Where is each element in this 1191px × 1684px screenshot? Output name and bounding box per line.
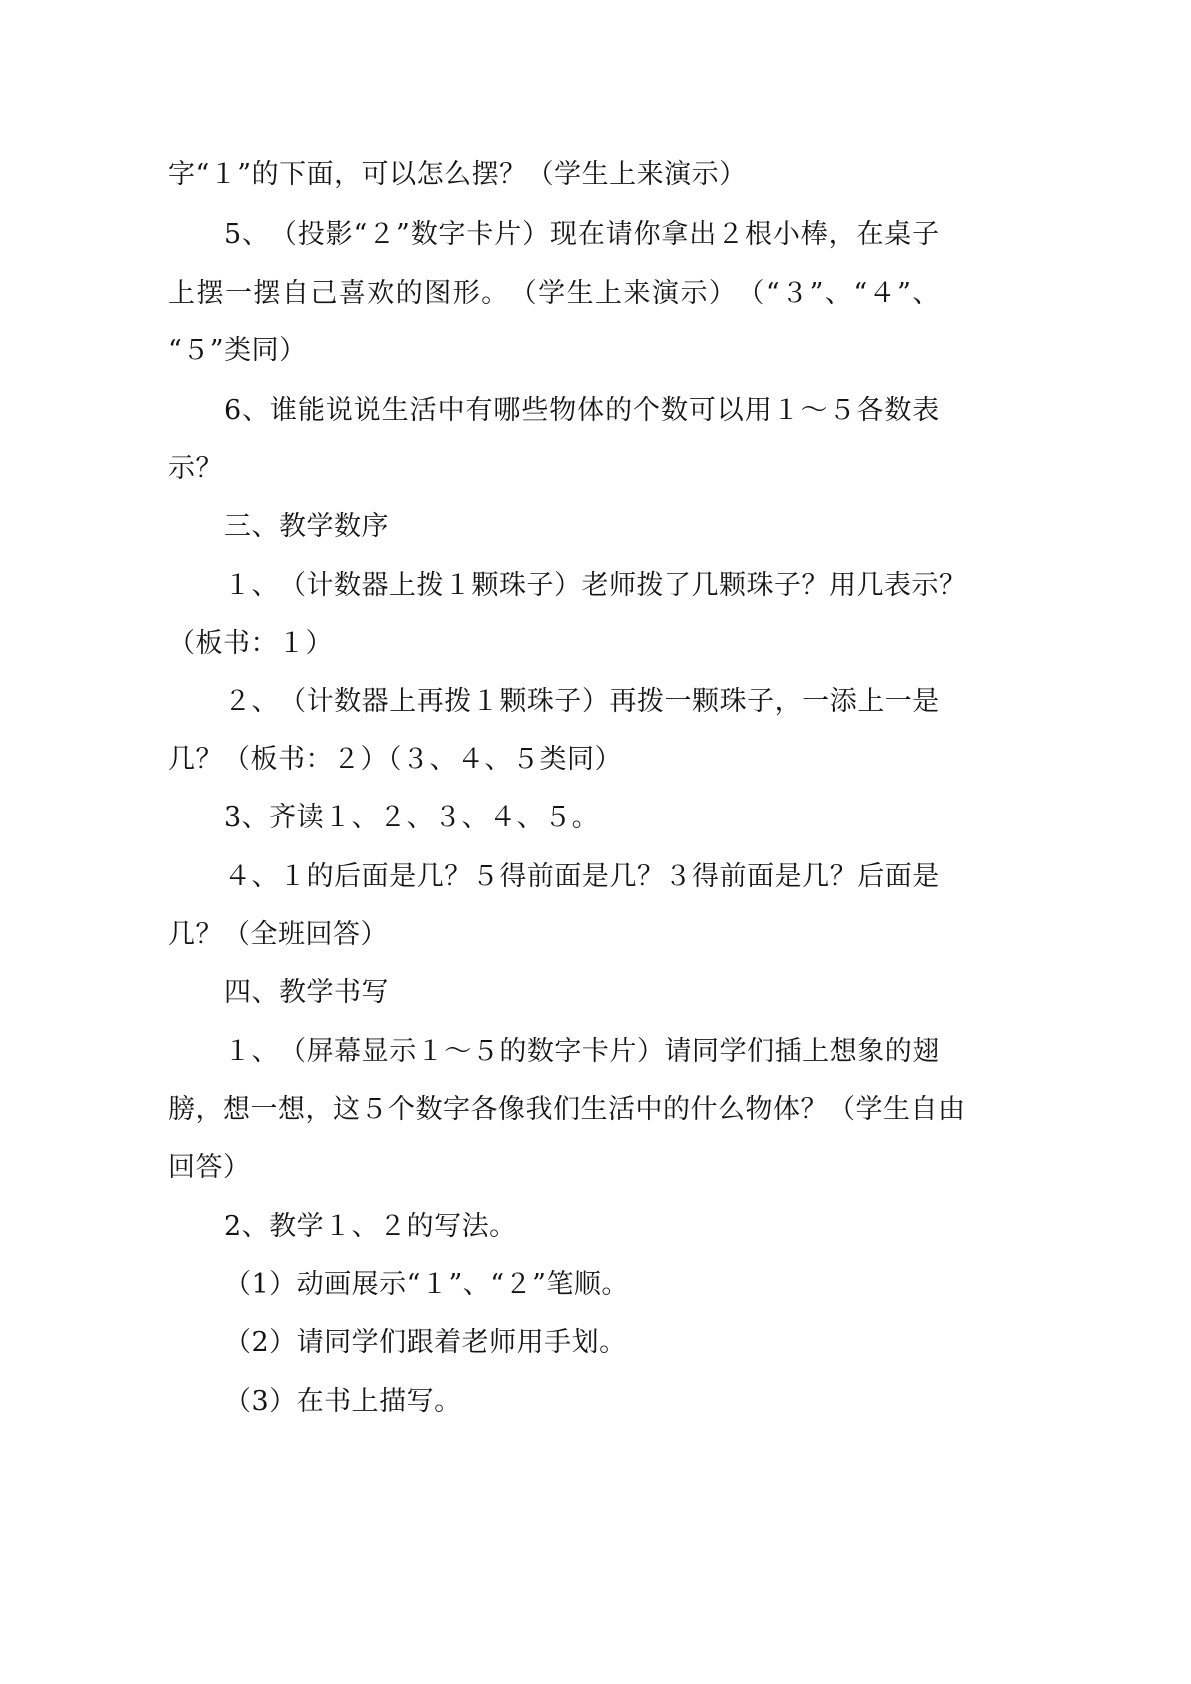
text-line: “５”类同） [168,335,307,366]
text-line: （1）动画展示“１”、“２”笔顺。 [224,1269,629,1300]
text-line: 几？（板书：２）（３、４、５类同） [168,744,622,775]
text-line: 3、齐读１、２、３、４、５。 [224,802,600,833]
text-line: （2）请同学们跟着老师用手划。 [224,1327,627,1358]
text-line: 示？ [168,453,223,484]
text-line: 回答） [168,1152,251,1183]
text-line: 几？（全班回答） [168,919,388,950]
text-line: ４ 、 １ 的 后 面 是 几 ？ ５ 得 前 面 是 几 ？ ３ 得 前 面 是 几 ？ 后 面 是 [224,861,940,892]
section-heading: 三、教学数序 [224,511,389,542]
text-line: 5 、 （ 投 影 “ ２ ” 数 字 卡 片 ） 现 在 请 你 拿 出 ２ 根 小 棒 ， 在 桌 子 [224,219,940,250]
text-line: 6 、 谁 能 说 说 生 活 中 有 哪 些 物 体 的 个 数 可 以 用 １ ～ ５ 各 数 表 [224,395,940,426]
text-line: （3）在书上描写。 [224,1386,462,1417]
text-line: １ 、 （ 屏 幕 显 示 １ ～ ５ 的 数 字 卡 片 ） 请 同 学 们 插 上 想 象 的 翅 [224,1036,940,1067]
text-line: ２ 、 （ 计 数 器 上 再 拨 １ 颗 珠 子 ） 再 拨 一 颗 珠 子 ， 一 添 上 一 是 [224,686,940,717]
text-line: １ 、 （ 计 数 器 上 拨 １ 颗 珠 子 ） 老 师 拨 了 几 颗 珠 子 ？ 用 几 表 示 ？ [224,570,967,601]
text-line: 字“１”的下面，可以怎么摆？（学生上来演示） [168,159,747,190]
text-line: 2、教学１、２的写法。 [224,1211,517,1242]
text-line: （板书：１） [168,628,333,659]
text-line: 膀 ， 想 一 想 ， 这 ５ 个 数 字 各 像 我 们 生 活 中 的 什 么 物 体 ？ （ 学 生 自 由 [168,1094,966,1125]
section-heading: 四、教学书写 [224,977,389,1008]
text-line: 上 摆 一 摆 自 己 喜 欢 的 图 形 。 （ 学 生 上 来 演 示 ） （ “ ３ ” 、 “ ４ ” 、 [168,278,940,309]
